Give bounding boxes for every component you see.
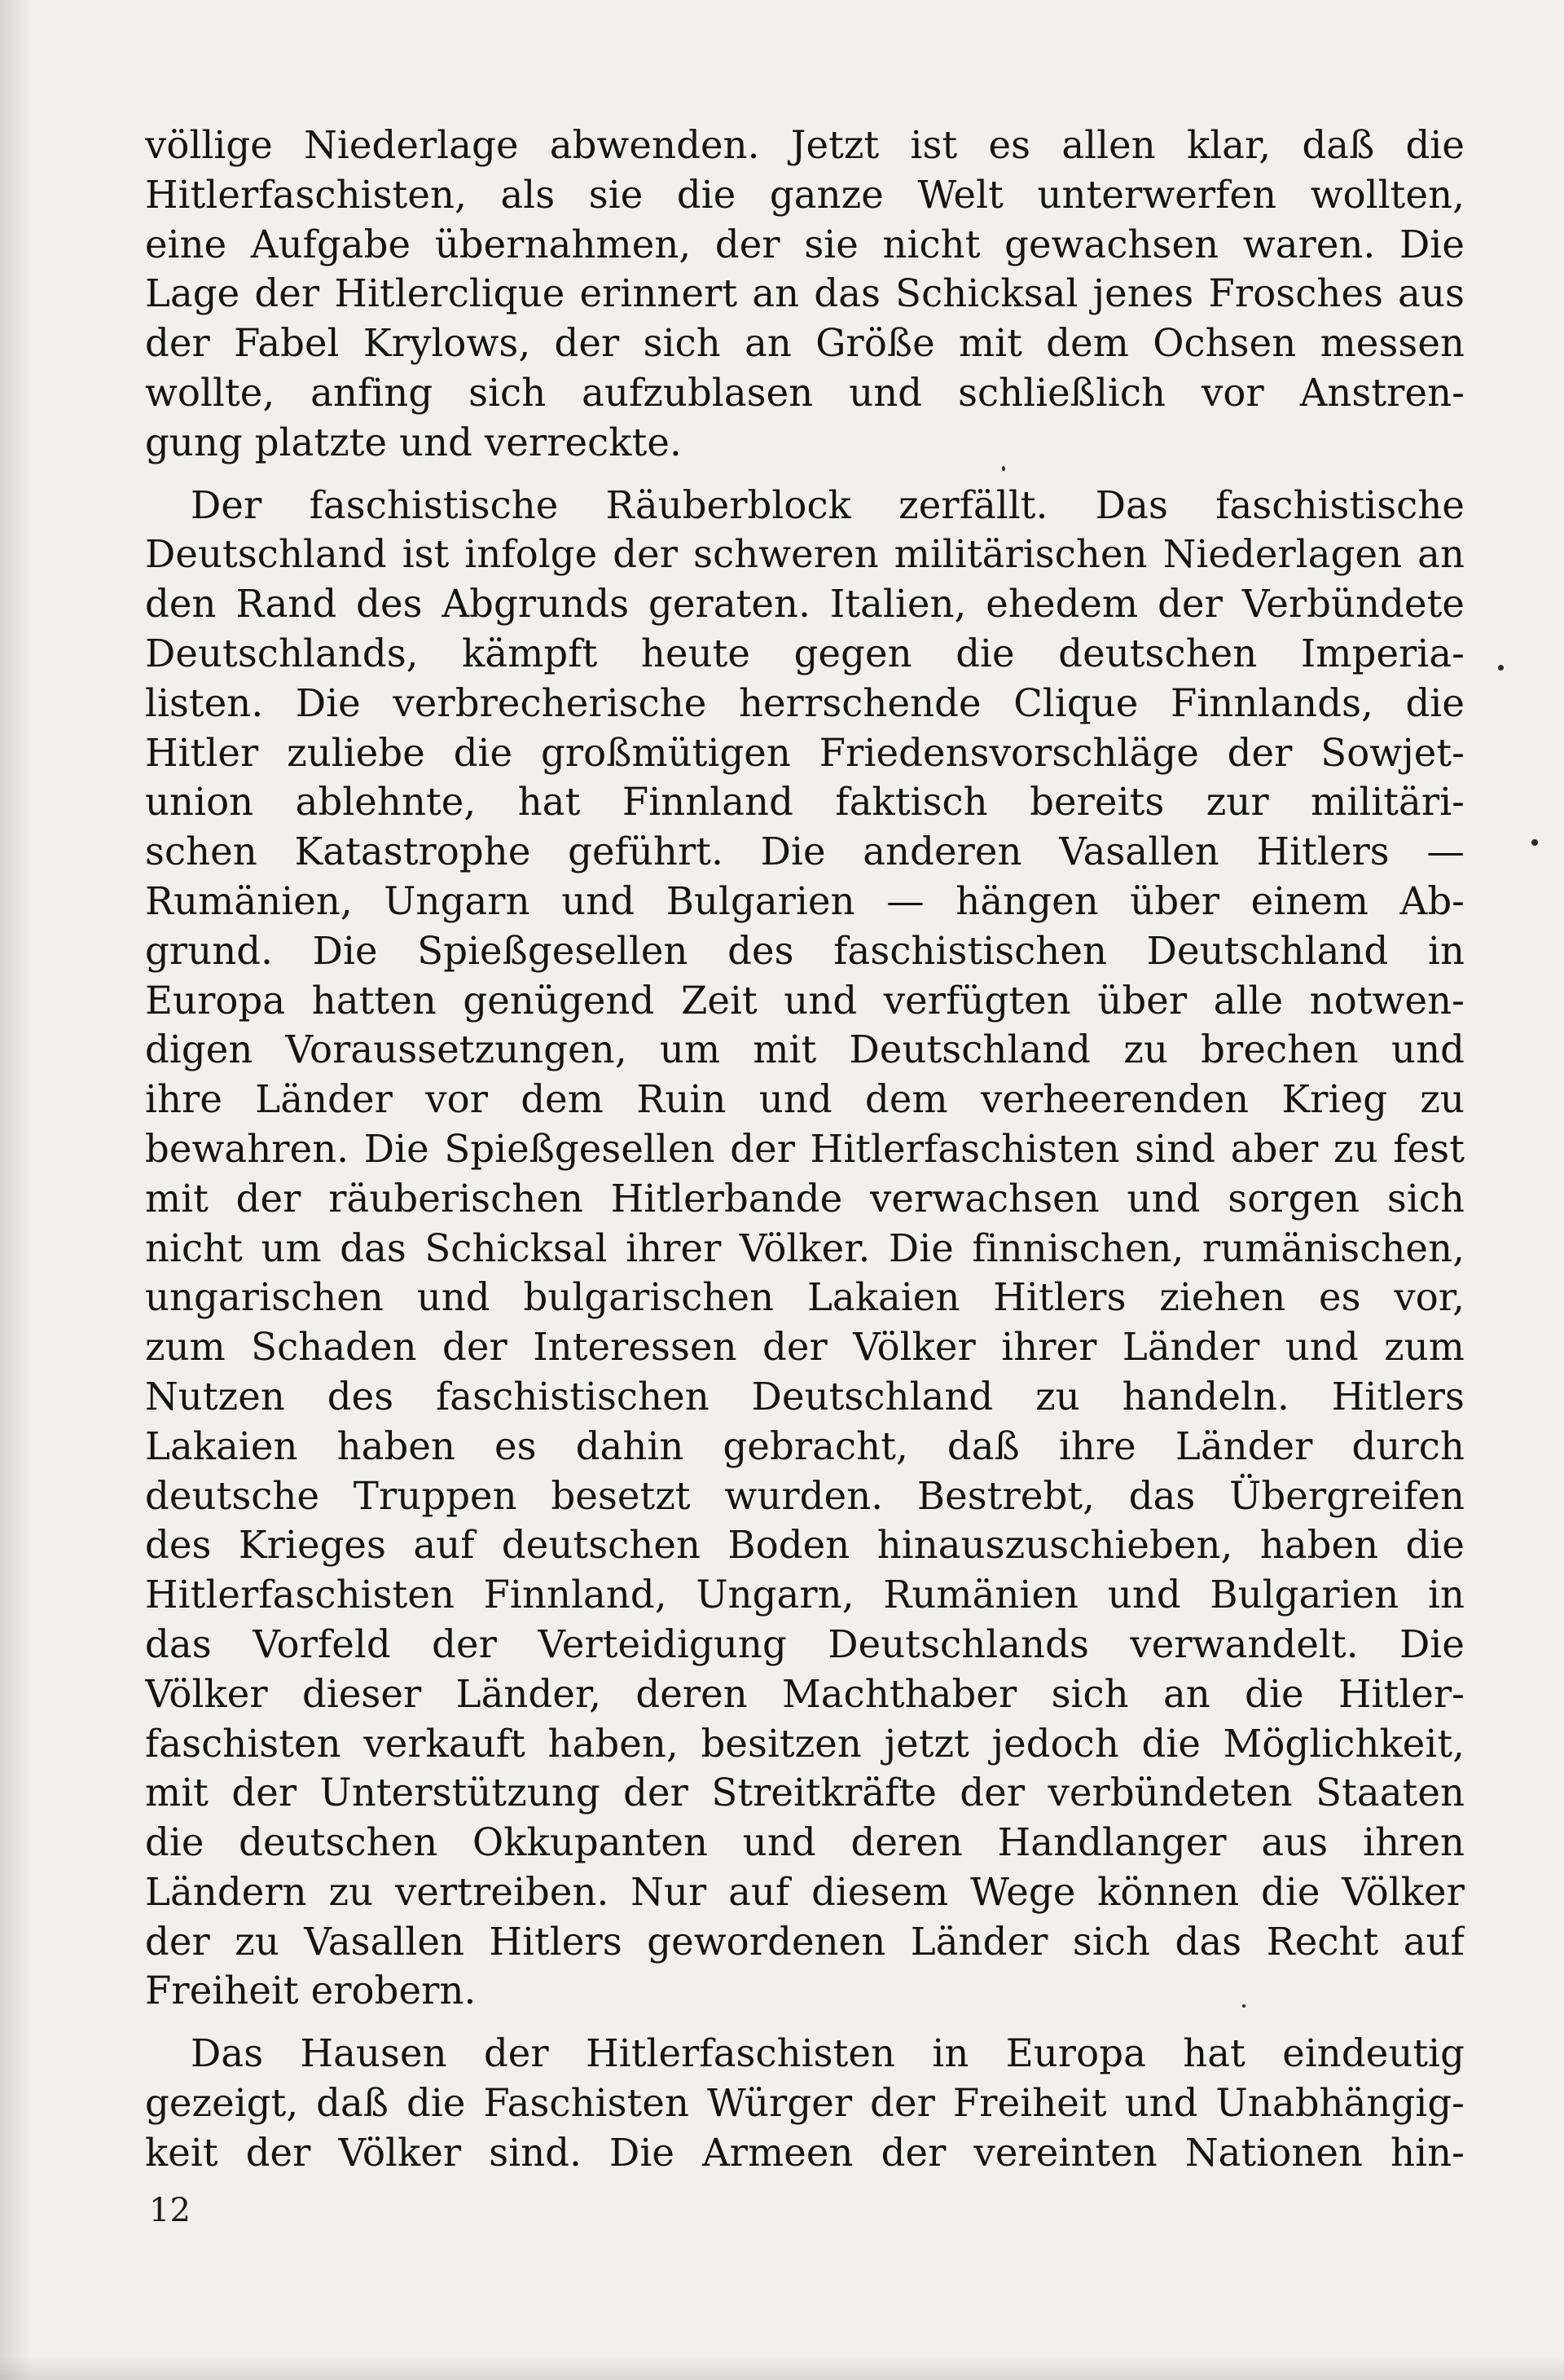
scan-speck — [1242, 2004, 1245, 2008]
text-line: ihre Länder vor dem Ruin und dem verheerenden Krieg zu — [145, 1077, 1465, 1122]
page-number: 12 — [149, 2192, 191, 2229]
text-line: mit der räuberischen Hitlerbande verwachsen und sorgen sich — [145, 1176, 1465, 1221]
paragraph-gap — [145, 468, 1465, 481]
text-line: deutsche Truppen besetzt wurden. Bestrebt, das Übergreifen — [145, 1473, 1465, 1518]
text-line: Nutzen des faschistischen Deutschland zu handeln. Hitlers — [145, 1374, 1465, 1419]
text-line: ungarischen und bulgarischen Lakaien Hitlers ziehen es vor, — [145, 1275, 1465, 1320]
text-line: eine Aufgabe übernahmen, der sie nicht gewachsen waren. Die — [145, 222, 1465, 266]
text-line: digen Voraussetzungen, um mit Deutschland zu brechen und — [145, 1027, 1465, 1072]
scan-speck — [1531, 839, 1538, 846]
text-line: der Fabel Krylows, der sich an Größe mit dem Ochsen messen — [145, 321, 1465, 366]
text-line: wollte, anfing sich aufzublasen und schließlich vor Anstren- — [145, 370, 1465, 415]
text-line: Das Hausen der Hitlerfaschisten in Europa hat eindeutig — [191, 2031, 1465, 2076]
text-line: grund. Die Spießgesellen des faschistischen Deutschland in — [145, 928, 1465, 973]
text-line: faschisten verkauft haben, besitzen jetzt jedoch die Möglichkeit, — [145, 1721, 1465, 1766]
text-line: Hitlerfaschisten, als sie die ganze Welt unterwerfen wollten, — [145, 172, 1465, 217]
text-line: Deutschlands, kämpft heute gegen die deutschen Imperia- — [145, 631, 1465, 675]
paragraph-gap — [145, 2016, 1465, 2029]
text-line: Völker dieser Länder, deren Machthaber sich an die Hitler- — [145, 1671, 1465, 1716]
body-text — [145, 121, 1465, 2178]
text-line: bewahren. Die Spießgesellen der Hitlerfaschisten sind aber zu fest — [145, 1126, 1465, 1171]
text-line: nicht um das Schicksal ihrer Völker. Die finnischen, rumänischen, — [145, 1225, 1465, 1270]
paragraph — [145, 481, 1465, 2017]
text-line: Ländern zu vertreiben. Nur auf diesem Wege können die Völker — [145, 1869, 1465, 1914]
scan-speck — [1498, 665, 1504, 671]
text-line: das Vorfeld der Verteidigung Deutschlands verwandelt. Die — [145, 1621, 1465, 1666]
text-line: Hitlerfaschisten Finnland, Ungarn, Rumänien und Bulgarien in — [145, 1573, 1465, 1617]
text-line: listen. Die verbrecherische herrschende Clique Finnlands, die — [145, 680, 1465, 725]
text-line: Freiheit erobern. — [145, 1969, 477, 2013]
text-line: Rumänien, Ungarn und Bulgarien — hängen über einem Ab- — [145, 878, 1465, 923]
scan-speck — [1002, 466, 1005, 471]
text-line: Europa hatten genügend Zeit und verfügten über alle notwen- — [145, 978, 1465, 1023]
paragraph — [145, 121, 1465, 468]
text-line: Hitler zuliebe die großmütigen Friedensvorschläge der Sowjet- — [145, 730, 1465, 775]
text-line: keit der Völker sind. Die Armeen der vereinten Nationen hin- — [145, 2130, 1465, 2175]
text-line: schen Katastrophe geführt. Die anderen Vasallen Hitlers — — [145, 829, 1465, 874]
text-line: mit der Unterstützung der Streitkräfte der verbündeten Staaten — [145, 1771, 1465, 1815]
text-line: den Rand des Abgrunds geraten. Italien, ehedem der Verbündete — [145, 582, 1465, 627]
text-line: gezeigt, daß die Faschisten Würger der Freiheit und Unabhängig- — [145, 2081, 1465, 2126]
text-line: die deutschen Okkupanten und deren Handlanger aus ihren — [145, 1820, 1465, 1865]
text-line: zum Schaden der Interessen der Völker ihrer Länder und zum — [145, 1325, 1465, 1370]
text-line: gung platzte und verreckte. — [145, 420, 682, 464]
text-line: des Krieges auf deutschen Boden hinauszuschieben, haben die — [145, 1523, 1465, 1568]
text-line: union ablehnte, hat Finnland faktisch bereits zur militäri- — [145, 780, 1465, 825]
text-line: völlige Niederlage abwenden. Jetzt ist es allen klar, daß die — [145, 123, 1465, 167]
text-line: Lakaien haben es dahin gebracht, daß ihre Länder durch — [145, 1423, 1465, 1468]
text-line: Der faschistische Räuberblock zerfällt. Das faschistische — [191, 482, 1465, 527]
text-line: der zu Vasallen Hitlers gewordenen Länder sich das Recht auf — [145, 1919, 1465, 1964]
paragraph — [145, 2029, 1465, 2177]
text-line: Lage der Hitlerclique erinnert an das Schicksal jenes Frosches aus — [145, 271, 1465, 316]
text-line: Deutschland ist infolge der schweren militärischen Niederlagen an — [145, 532, 1465, 577]
